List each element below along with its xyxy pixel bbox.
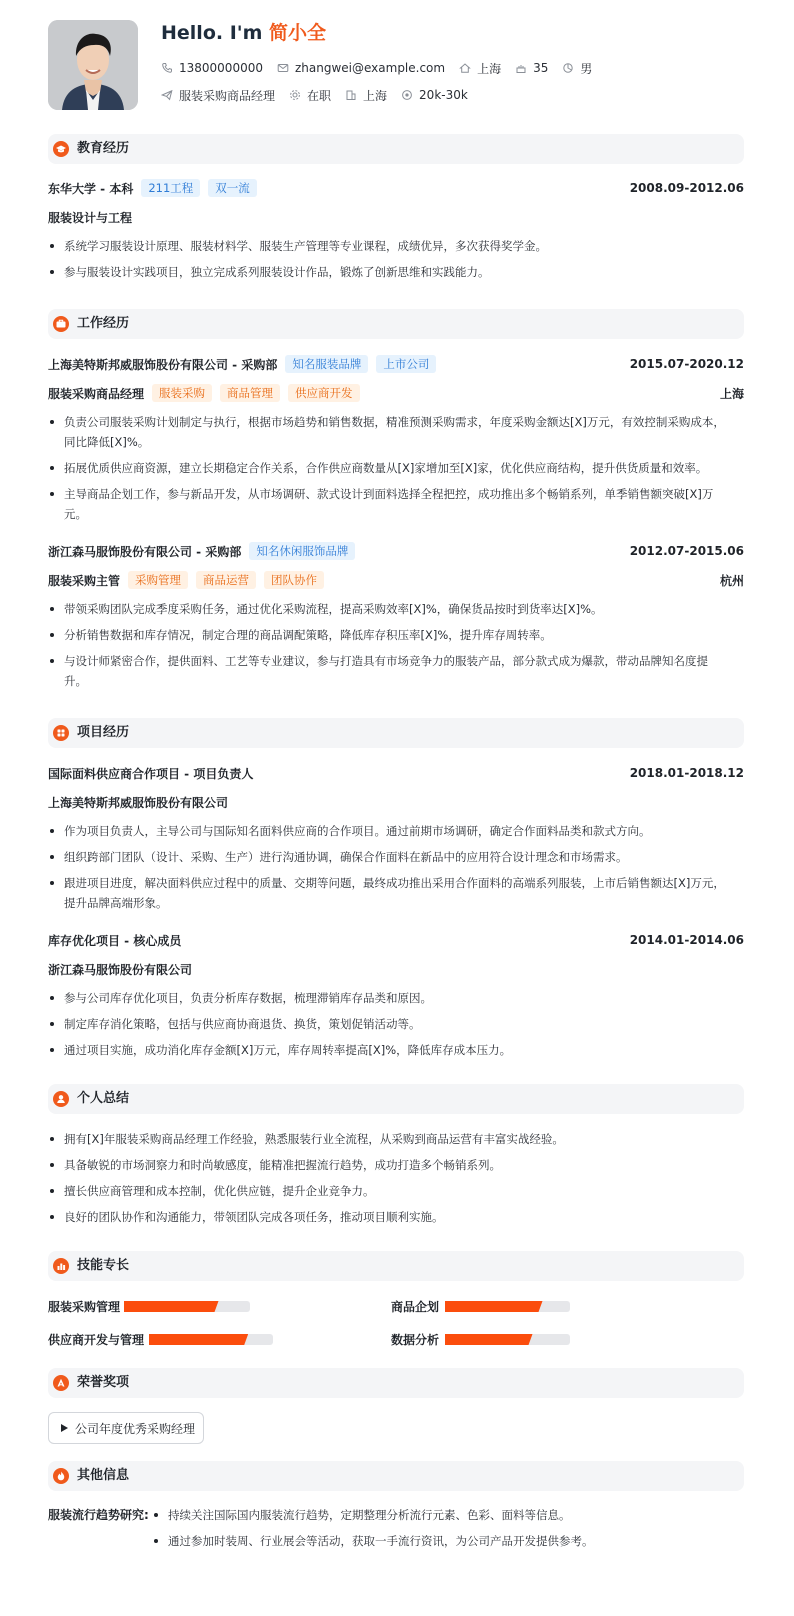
skill-item (48, 1297, 388, 1315)
paper-plane-icon (161, 89, 179, 101)
email-item (277, 61, 445, 75)
project-name: 库存优化项目 - 核心成员 (48, 933, 182, 948)
school-tag: 双一流 (208, 179, 257, 197)
gender-item (562, 60, 592, 77)
list-item: 系统学习服装设计原理、服装材料学、服装生产管理等专业课程，成绩优异，多次获得奖学金。 (48, 236, 728, 256)
grid-icon (53, 725, 69, 741)
skill-name: 服装采购管理 (48, 1299, 121, 1314)
list-item: 负责公司服装采购计划制定与执行，根据市场趋势和销售数据，精准预测采购需求，年度采购金额达[X]万元，有效控制采购成本，同比降低[X]%。 (48, 412, 728, 452)
project-name: 国际面料供应商合作项目 - 项目负责人 (48, 766, 254, 781)
bar-chart-icon (53, 1258, 69, 1274)
phone-value[interactable]: 13800000000 (179, 61, 263, 75)
graduation-cap-icon (53, 141, 69, 157)
skill-item (391, 1330, 731, 1348)
gender-value: 男 (580, 61, 593, 76)
project-org: 浙江森马服饰股份有限公司 (48, 962, 193, 977)
list-item: 通过参加时装周、行业展会等活动，获取一手流行资讯，为公司产品开发提供参考。 (152, 1531, 732, 1551)
work-city: 杭州 (719, 573, 744, 588)
skill-name: 商品企划 (391, 1299, 440, 1314)
list-item: 持续关注国际国内服装流行趋势，定期整理分析流行元素、色彩、面料等信息。 (152, 1505, 732, 1525)
work-company-row (48, 541, 744, 561)
major-name: 服装设计与工程 (48, 210, 133, 225)
work-period: 2015.07-2020.12 (629, 357, 744, 371)
company-name: 上海美特斯邦威服饰股份有限公司 - 采购部 (48, 357, 278, 372)
skill-item (391, 1297, 731, 1315)
hometown-value: 上海 (477, 61, 502, 76)
resume-header (48, 20, 744, 116)
school-tag: 211工程 (141, 179, 200, 197)
list-item: 参与公司库存优化项目，负责分析库存数据，梳理滞销库存品类和原因。 (48, 988, 728, 1008)
major-row (48, 207, 744, 227)
phone-item (161, 61, 263, 75)
list-item: 主导商品企划工作，参与新品开发，从市场调研、款式设计到面料选择全程把控，成功推出多个畅销系列，单季销售额突破[X]万元。 (48, 484, 728, 524)
job-title: 服装采购主管 (48, 573, 121, 588)
project-org-row (48, 792, 744, 812)
email-value[interactable]: zhangwei@example.com (294, 61, 446, 75)
flame-icon (53, 1468, 69, 1484)
work-company-row (48, 354, 744, 374)
list-item: 带领采购团队完成季度采购任务，通过优化采购流程，提高采购效率[X]%，确保货品按时到货率达[X]%。 (48, 599, 728, 619)
target-city-value: 上海 (363, 88, 388, 103)
company-tag: 知名休闲服饰品牌 (249, 542, 355, 560)
section-title: 项目经历 (77, 725, 130, 740)
skill-item (48, 1330, 388, 1348)
project-header-row (48, 930, 744, 950)
user-icon (53, 1091, 69, 1107)
project-org: 上海美特斯邦威服饰股份有限公司 (48, 795, 229, 810)
work-city: 上海 (719, 386, 744, 401)
section-projects (48, 718, 744, 748)
section-work (48, 309, 744, 339)
target-city-item (345, 87, 387, 104)
greeting-text: Hello. I'm (161, 22, 263, 44)
contact-row (161, 59, 606, 77)
home-icon (459, 62, 477, 74)
settings-icon (289, 89, 307, 101)
skill-name: 数据分析 (391, 1332, 440, 1347)
skill-tag: 商品管理 (220, 384, 280, 402)
education-period: 2008.09-2012.06 (629, 181, 744, 195)
skill-tag: 供应商开发 (288, 384, 360, 402)
list-item: 拓展优质供应商资源，建立长期稳定合作关系，合作供应商数量从[X]家增加至[X]家，优化供应商结构，提升供货质量和效率。 (48, 458, 728, 478)
section-title: 工作经历 (77, 316, 130, 331)
skill-bar-fill (124, 1301, 219, 1312)
school-name: 东华大学 - 本科 (48, 181, 134, 196)
list-item: 与设计师紧密合作，提供面料、工艺等专业建议，参与打造具有市场竞争力的服装产品，部分款式成为爆款，带动品牌知名度提升。 (48, 651, 728, 691)
section-title: 其他信息 (77, 1468, 130, 1483)
play-icon (61, 1424, 68, 1432)
project-org-row (48, 959, 744, 979)
skill-name: 供应商开发与管理 (48, 1332, 145, 1347)
skill-tag: 服装采购 (152, 384, 212, 402)
status-item (289, 87, 331, 104)
list-item: 制定库存消化策略，包括与供应商协商退货、换货，策划促销活动等。 (48, 1014, 728, 1034)
target-job-value: 服装采购商品经理 (179, 88, 276, 103)
section-honors (48, 1368, 744, 1398)
section-title: 教育经历 (77, 141, 130, 156)
list-item: 分析销售数据和库存情况，制定合理的商品调配策略，降低库存积压率[X]%，提升库存周转率。 (48, 625, 728, 645)
age-item (515, 61, 548, 75)
skill-bar-fill (149, 1334, 248, 1345)
avatar (48, 20, 138, 110)
job-title: 服装采购商品经理 (48, 386, 145, 401)
status-value: 在职 (307, 88, 332, 103)
coin-icon (401, 89, 419, 101)
briefcase-icon (53, 316, 69, 332)
skill-bar-track (445, 1301, 570, 1312)
education-header-row (48, 178, 744, 198)
cake-icon (515, 62, 533, 74)
target-job-item (161, 87, 275, 104)
skill-bar-track (124, 1301, 250, 1312)
list-item: 参与服装设计实践项目，独立完成系列服装设计作品，锻炼了创新思维和实践能力。 (48, 262, 728, 282)
section-title: 个人总结 (77, 1091, 130, 1106)
project-period: 2018.01-2018.12 (629, 766, 744, 780)
age-value: 35 (533, 61, 549, 75)
hometown-item (459, 60, 501, 77)
work-period: 2012.07-2015.06 (629, 544, 744, 558)
company-tag: 上市公司 (376, 355, 436, 373)
project-period: 2014.01-2014.06 (629, 933, 744, 947)
avatar-photo-icon (48, 20, 138, 110)
section-title: 荣誉奖项 (77, 1375, 130, 1390)
skill-bar-fill (445, 1334, 533, 1345)
work-title-row (48, 383, 744, 403)
list-item: 跟进项目进度，解决面料供应过程中的质量、交期等问题，最终成功推出采用合作面料的高端系列服装，上市后销售额达[X]万元，提升品牌高端形象。 (48, 873, 728, 913)
list-item: 拥有[X]年服装采购商品经理工作经验，熟悉服装行业全流程，从采购到商品运营有丰富实战经验。 (48, 1129, 728, 1149)
work-title-row (48, 570, 744, 590)
email-icon (277, 62, 295, 74)
company-name: 浙江森马服饰股份有限公司 - 采购部 (48, 544, 242, 559)
company-tag: 知名服装品牌 (285, 355, 368, 373)
skill-bar-fill (445, 1301, 543, 1312)
salary-value: 20k-30k (419, 88, 468, 102)
name-heading (161, 20, 326, 46)
job-intent-row (161, 86, 482, 104)
resume-page (48, 20, 744, 1548)
award-icon (53, 1375, 69, 1391)
list-item: 作为项目负责人，主导公司与国际知名面料供应商的合作项目。通过前期市场调研，确定合作面料品类和款式方向。 (48, 821, 728, 841)
award-item (48, 1412, 204, 1444)
list-item: 擅长供应商管理和成本控制，优化供应链，提升企业竞争力。 (48, 1181, 728, 1201)
section-education (48, 134, 744, 164)
other-label: 服装流行趋势研究: (48, 1508, 149, 1522)
list-item: 具备敏锐的市场洞察力和时尚敏感度，能精准把握流行趋势，成功打造多个畅销系列。 (48, 1155, 728, 1175)
section-skills (48, 1251, 744, 1281)
project-header-row (48, 763, 744, 783)
section-title: 技能专长 (77, 1258, 130, 1273)
list-item: 良好的团队协作和沟通能力，带领团队完成各项任务，推动项目顺利实施。 (48, 1207, 728, 1227)
list-item: 通过项目实施，成功消化库存金额[X]万元，库存周转率提高[X]%，降低库存成本压力。 (48, 1040, 728, 1060)
skill-tag: 商品运营 (196, 571, 256, 589)
section-summary (48, 1084, 744, 1114)
skill-tag: 团队协作 (264, 571, 324, 589)
skill-bar-track (149, 1334, 273, 1345)
list-item: 组织跨部门团队（设计、采购、生产）进行沟通协调，确保合作面料在新品中的应用符合设计理念和市场需求。 (48, 847, 728, 867)
award-name: 公司年度优秀采购经理 (75, 1421, 196, 1436)
phone-icon (161, 62, 179, 74)
gender-icon (562, 62, 580, 74)
skill-tag: 采购管理 (128, 571, 188, 589)
section-other (48, 1461, 744, 1491)
candidate-name: 简小全 (269, 22, 327, 44)
salary-item (401, 88, 468, 102)
building-icon (345, 89, 363, 101)
skill-bar-track (445, 1334, 570, 1345)
